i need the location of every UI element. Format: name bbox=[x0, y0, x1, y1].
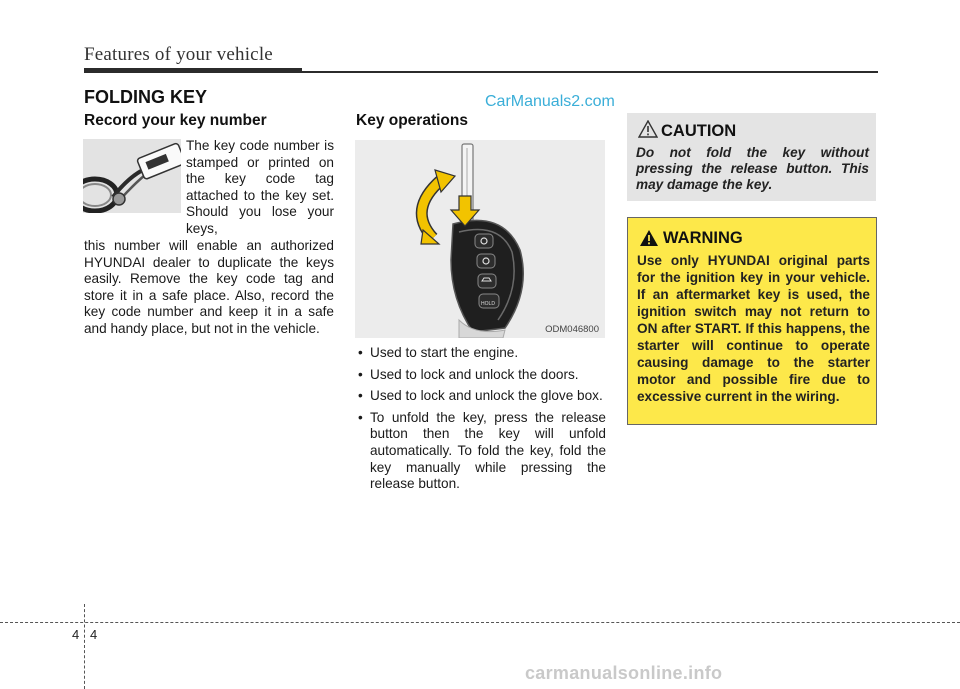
image-code: ODM046800 bbox=[545, 324, 599, 335]
key-fob-image bbox=[355, 140, 605, 338]
header-title: Features of your vehicle bbox=[84, 44, 273, 65]
list-item: • Used to start the engine. bbox=[356, 345, 606, 362]
key-operations-heading: Key operations bbox=[356, 112, 468, 129]
list-item: • Used to lock and unlock the glove box. bbox=[356, 388, 606, 405]
footer-vertical-divider bbox=[84, 604, 85, 689]
watermark-bottom: carmanualsonline.info bbox=[525, 663, 723, 683]
record-key-paragraph-bottom: this number will enable an authorized HYUNDAI dealer to duplicate the keys easily. Remove the key code tag and store it in a safe place. Also, record the key code number and keep it in a safe and handy place, but not in the vehicle. bbox=[84, 238, 334, 336]
page-chapter-number: 4 bbox=[72, 627, 80, 642]
section-title: FOLDING KEY bbox=[84, 87, 208, 107]
caution-title: CAUTION bbox=[661, 122, 737, 140]
warning-box bbox=[627, 217, 877, 425]
caution-triangle-icon bbox=[638, 120, 658, 138]
header-rule-thick bbox=[84, 68, 302, 73]
list-item: • Used to lock and unlock the doors. bbox=[356, 367, 606, 384]
fob-hold-label: HOLD bbox=[481, 301, 495, 307]
caution-text: Do not fold the key without pressing the release button. This may damage the key. bbox=[636, 145, 869, 192]
warning-text: Use only HYUNDAI original parts for the ignition key in your vehicle. If an aftermarket key is used, the ignition switch may not return to ON after START. If this happens, the starter will continue to operate causing damage to the starter motor and possible fire due to excessive current in the wiring. bbox=[637, 253, 870, 404]
record-key-heading: Record your key number bbox=[84, 112, 267, 129]
watermark-top: CarManuals2.com bbox=[485, 93, 615, 110]
footer-divider bbox=[0, 622, 960, 623]
page-number: 4 bbox=[90, 627, 98, 642]
key-tag-image bbox=[83, 139, 181, 213]
header-rule-thin bbox=[302, 71, 878, 73]
warning-triangle-icon bbox=[639, 229, 659, 247]
caution-box bbox=[627, 113, 876, 201]
record-key-paragraph-top: The key code number is stamped or printed on the key code tag attached to the key set. Should you lose your keys, bbox=[186, 138, 334, 236]
key-operations-list bbox=[356, 345, 606, 498]
list-item: • To unfold the key, press the release button then the key will unfold automatically. To fold the key, fold the key manually while pressing the release button. bbox=[356, 410, 606, 493]
warning-title: WARNING bbox=[663, 229, 743, 247]
